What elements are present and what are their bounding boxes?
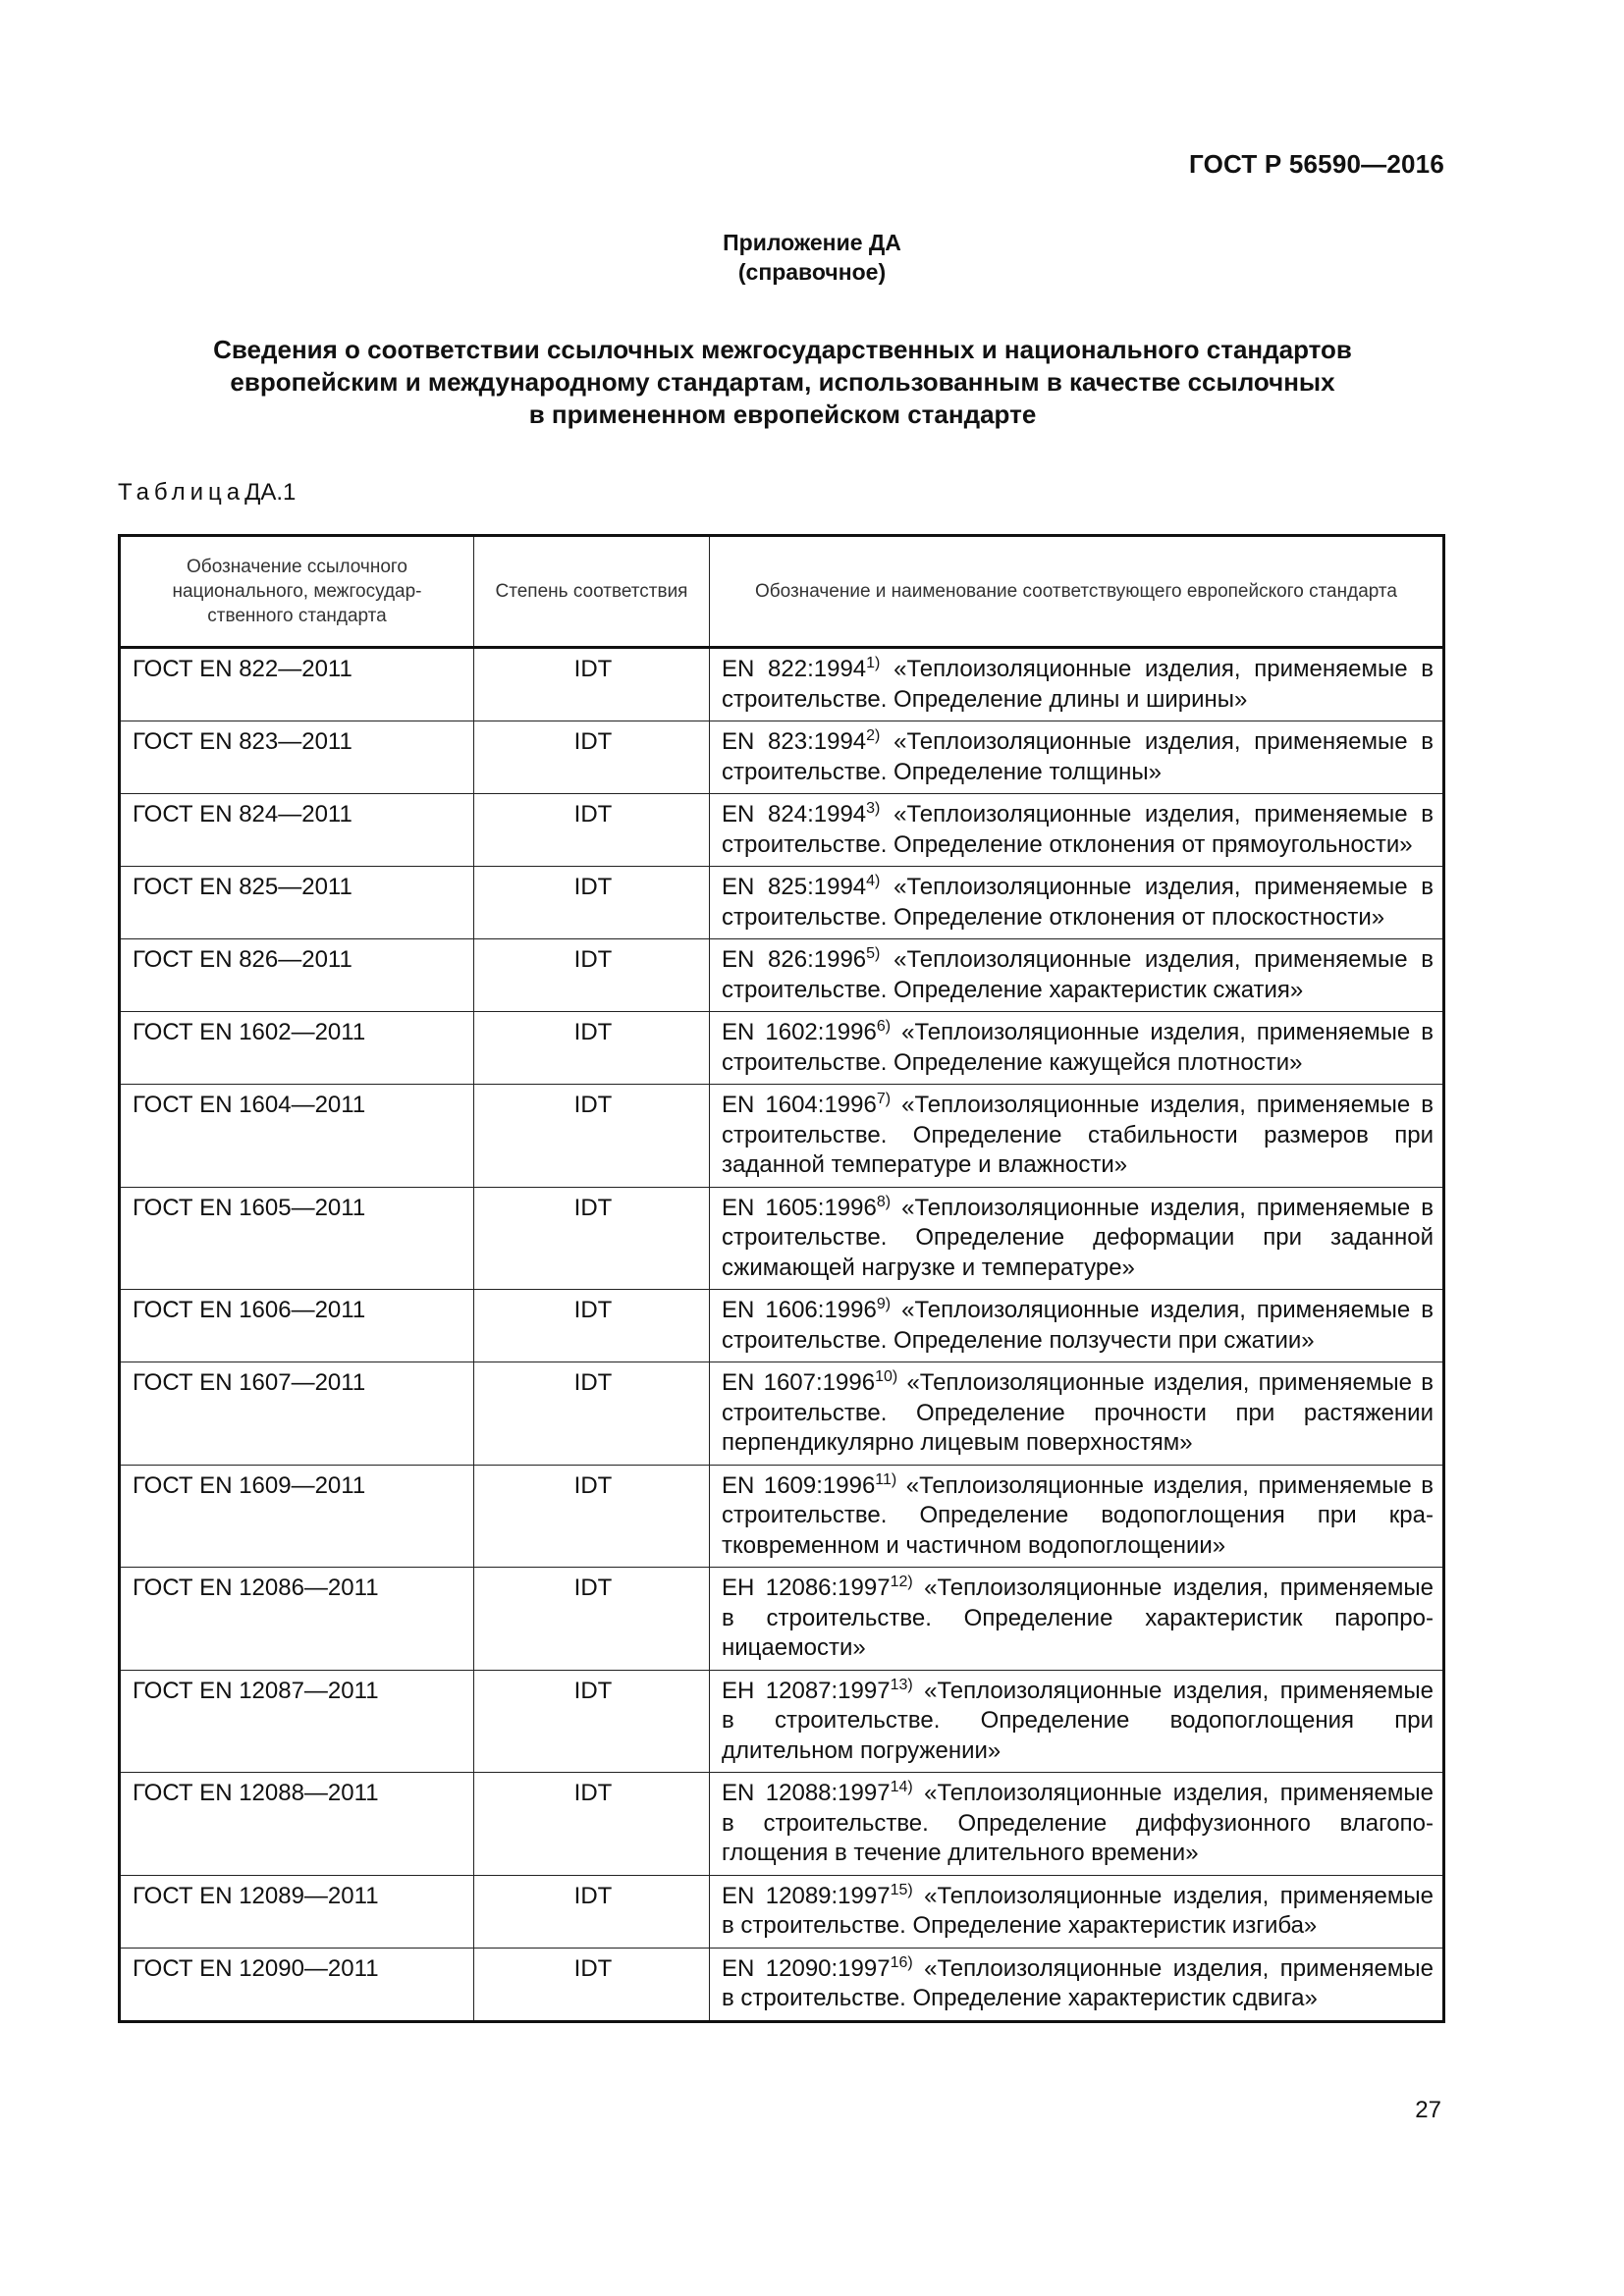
national-standard-cell: ГОСТ EN 12088—2011 — [120, 1773, 474, 1876]
european-standard-cell — [710, 1187, 1444, 1290]
national-standard-cell: ГОСТ EN 1606—2011 — [120, 1290, 474, 1362]
eu-standard-code: EN 824:1994 — [722, 801, 867, 828]
footnote-marker: 7) — [876, 1091, 892, 1107]
eu-standard-code: EN 825:1994 — [722, 874, 867, 900]
table-row — [120, 1465, 1444, 1568]
degree-cell: IDT — [474, 1187, 710, 1290]
european-standard-cell — [710, 1290, 1444, 1362]
eu-standard-code: EN 1609:1996 — [722, 1471, 876, 1499]
heading-line: европейским и международному стандартам, использованным в качестве ссылочных — [230, 367, 1335, 397]
european-standard-cell — [710, 1948, 1444, 2021]
annex-title: Приложение ДА — [723, 230, 901, 255]
degree-cell: IDT — [474, 939, 710, 1012]
table-row — [120, 867, 1444, 939]
eu-standard-code: EN 1607:1996 — [722, 1369, 876, 1396]
european-standard-cell — [710, 1012, 1444, 1085]
eu-standard-code: EN 12088:1997 — [722, 1780, 891, 1806]
table-caption — [118, 479, 296, 507]
eu-standard-title: «Теплоизоляционные изделия, применяемые в строительстве. Определение длины и ширины» — [722, 656, 1434, 713]
national-standard-cell: ГОСТ EN 12087—2011 — [120, 1670, 474, 1773]
eu-standard-title: «Теплоизоляционные изделия, применяемые в строительстве. Определение характеристик паропроницаемости» — [722, 1575, 1434, 1661]
eu-standard-title: «Теплоизоляционные изделия, применяемые в строительстве. Определение деформации при заданной сжимающей нагрузке и температуре» — [722, 1194, 1434, 1281]
national-standard-cell: ГОСТ EN 1602—2011 — [120, 1012, 474, 1085]
footnote-marker: 12) — [890, 1574, 913, 1590]
table-row — [120, 1362, 1444, 1466]
table-row — [120, 721, 1444, 794]
european-standard-cell — [710, 1085, 1444, 1188]
footnote-marker: 16) — [890, 1953, 913, 1971]
national-standard-cell: ГОСТ EN 822—2011 — [120, 648, 474, 721]
eu-standard-code: EN 826:1996 — [722, 946, 867, 973]
eu-standard-title: «Теплоизоляционные изделия, применяемые в строительстве. Определение ползучести при сжатии» — [722, 1297, 1434, 1354]
national-standard-cell: ГОСТ EN 823—2011 — [120, 721, 474, 794]
footnote-marker: 6) — [876, 1018, 892, 1035]
degree-cell: IDT — [474, 1948, 710, 2021]
degree-cell: IDT — [474, 1290, 710, 1362]
table-caption-number: ДА.1 — [244, 479, 297, 506]
national-standard-cell: ГОСТ EN 1609—2011 — [120, 1465, 474, 1568]
footnote-marker: 14) — [890, 1779, 913, 1795]
eu-standard-code: EN 823:1994 — [722, 728, 867, 755]
annex-block — [0, 228, 1624, 287]
column-header-degree: Степень соответствия — [474, 536, 710, 648]
national-standard-cell: ГОСТ EN 12090—2011 — [120, 1948, 474, 2021]
european-standard-cell — [710, 794, 1444, 867]
european-standard-cell — [710, 1875, 1444, 1948]
eu-standard-code: ЕН 12087:1997 — [722, 1677, 891, 1704]
section-heading — [118, 334, 1447, 431]
footnote-marker: 5) — [866, 945, 881, 962]
european-standard-cell — [710, 1568, 1444, 1671]
degree-cell: IDT — [474, 1362, 710, 1466]
footnote-marker: 15) — [890, 1881, 913, 1898]
table-row — [120, 939, 1444, 1012]
eu-standard-title: «Теплоизоляционные изделия, применяемые в строительстве. Определение характеристик сдвига» — [722, 1954, 1434, 2011]
eu-standard-code: EN 12090:1997 — [722, 1954, 891, 1982]
eu-standard-title: «Теплоизоляционные изделия, применяемые в строительстве. Определение водопоглощения при кратковременном и частичном водопоглощении» — [722, 1471, 1435, 1559]
national-standard-cell: ГОСТ EN 12089—2011 — [120, 1875, 474, 1948]
eu-standard-code: ЕН 12086:1997 — [722, 1575, 891, 1601]
eu-standard-title: «Теплоизоляционные изделия, применяемые в строительстве. Определение стабильности размеров при заданной температуре и влажности» — [722, 1092, 1434, 1178]
eu-standard-title: «Теплоизоляционные изделия, применяемые в строительстве. Определение водопоглощения при длительном погружении» — [722, 1677, 1434, 1764]
degree-cell: IDT — [474, 794, 710, 867]
table-row — [120, 1012, 1444, 1085]
european-standard-cell — [710, 867, 1444, 939]
table-row — [120, 1670, 1444, 1773]
table-row — [120, 1948, 1444, 2021]
eu-standard-title: «Теплоизоляционные изделия, применяемые в строительстве. Определение отклонения от прямоугольности» — [722, 801, 1434, 858]
table-row — [120, 1875, 1444, 1948]
table-row — [120, 1568, 1444, 1671]
table-row — [120, 1187, 1444, 1290]
european-standard-cell — [710, 1362, 1444, 1466]
table-row — [120, 1773, 1444, 1876]
degree-cell: IDT — [474, 1085, 710, 1188]
footnote-marker: 11) — [875, 1470, 897, 1488]
annex-type: (справочное) — [737, 259, 887, 285]
footnote-marker: 8) — [876, 1193, 892, 1210]
degree-cell: IDT — [474, 721, 710, 794]
european-standard-cell — [710, 648, 1444, 721]
national-standard-cell: ГОСТ EN 824—2011 — [120, 794, 474, 867]
national-standard-cell: ГОСТ EN 12086—2011 — [120, 1568, 474, 1671]
eu-standard-title: «Теплоизоляционные изделия, применяемые в строительстве. Определение диффузионного влагопоглощения в течение длительного времени» — [722, 1780, 1434, 1866]
eu-standard-title: «Теплоизоляционные изделия, применяемые в строительстве. Определение характеристик изгиба» — [722, 1882, 1434, 1939]
eu-standard-title: «Теплоизоляционные изделия, применяемые в строительстве. Определение прочности при растяжении перпендикулярно лицевым поверхностям» — [722, 1369, 1434, 1456]
document-code: ГОСТ Р 56590—2016 — [1189, 149, 1444, 179]
degree-cell: IDT — [474, 648, 710, 721]
eu-standard-title: «Теплоизоляционные изделия, применяемые в строительстве. Определение кажущейся плотности» — [722, 1019, 1434, 1076]
footnote-marker: 10) — [875, 1368, 898, 1385]
national-standard-cell: ГОСТ EN 825—2011 — [120, 867, 474, 939]
eu-standard-code: EN 1606:1996 — [722, 1297, 877, 1323]
degree-cell: IDT — [474, 1773, 710, 1876]
table-row — [120, 648, 1444, 721]
degree-cell: IDT — [474, 1875, 710, 1948]
national-standard-cell: ГОСТ EN 1607—2011 — [120, 1362, 474, 1466]
column-header-national: Обозначение ссылочного национального, межгосудар-ственного стандарта — [120, 536, 474, 648]
table-row — [120, 1290, 1444, 1362]
eu-standard-code: EN 12089:1997 — [722, 1882, 891, 1909]
page-number: 27 — [1415, 2097, 1441, 2123]
standards-table — [118, 534, 1445, 2023]
eu-standard-title: «Теплоизоляционные изделия, применяемые в строительстве. Определение толщины» — [722, 728, 1434, 785]
footnote-marker: 13) — [890, 1676, 913, 1693]
european-standard-cell — [710, 939, 1444, 1012]
national-standard-cell: ГОСТ EN 826—2011 — [120, 939, 474, 1012]
european-standard-cell — [710, 1773, 1444, 1876]
european-standard-cell — [710, 1465, 1444, 1568]
eu-standard-code: EN 1602:1996 — [722, 1019, 877, 1045]
degree-cell: IDT — [474, 1670, 710, 1773]
footnote-marker: 9) — [876, 1296, 892, 1312]
table-body — [120, 648, 1444, 2022]
table-row — [120, 794, 1444, 867]
table-caption-word: Таблица — [118, 479, 245, 506]
column-header-european: Обозначение и наименование соответствующего европейского стандарта — [710, 536, 1444, 648]
national-standard-cell: ГОСТ EN 1604—2011 — [120, 1085, 474, 1188]
eu-standard-code: EN 822:1994 — [722, 656, 867, 682]
european-standard-cell — [710, 721, 1444, 794]
footnote-marker: 2) — [866, 727, 881, 744]
degree-cell: IDT — [474, 1465, 710, 1568]
table-header-row — [120, 536, 1444, 648]
degree-cell: IDT — [474, 1568, 710, 1671]
footnote-marker: 1) — [866, 655, 881, 671]
eu-standard-title: «Теплоизоляционные изделия, применяемые в строительстве. Определение характеристик сжатия» — [722, 946, 1434, 1003]
degree-cell: IDT — [474, 1012, 710, 1085]
heading-line: Сведения о соответствии ссылочных межгосударственных и национального стандартов — [213, 335, 1352, 364]
eu-standard-title: «Теплоизоляционные изделия, применяемые в строительстве. Определение отклонения от плоскостности» — [722, 874, 1434, 931]
national-standard-cell: ГОСТ EN 1605—2011 — [120, 1187, 474, 1290]
european-standard-cell — [710, 1670, 1444, 1773]
eu-standard-code: EN 1604:1996 — [722, 1092, 877, 1118]
degree-cell: IDT — [474, 867, 710, 939]
footnote-marker: 4) — [866, 873, 881, 889]
footnote-marker: 3) — [866, 800, 881, 817]
heading-line: в примененном европейском стандарте — [528, 400, 1037, 429]
eu-standard-code: EN 1605:1996 — [722, 1194, 877, 1221]
table-row — [120, 1085, 1444, 1188]
